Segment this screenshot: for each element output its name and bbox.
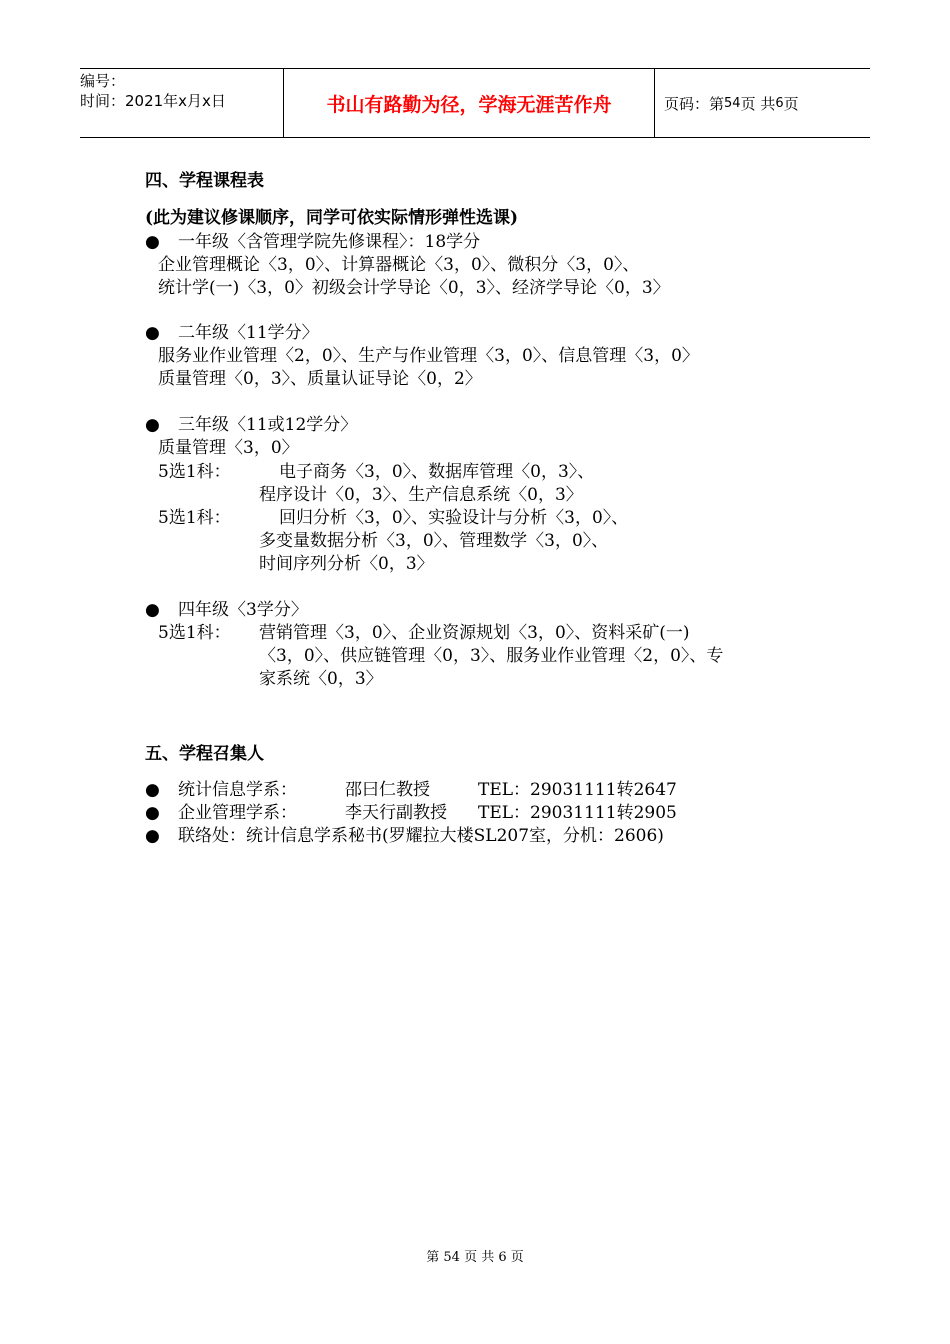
contact-tel: TEL：29031111转2647 <box>478 780 677 800</box>
page-footer <box>0 1246 950 1265</box>
year4-line3: 家系统〈0，3〉 <box>259 669 383 689</box>
header-motto: 书山有路勤为径，学海无涯苦作舟 <box>326 93 612 116</box>
year2-heading: 二年级〈11学分〉 <box>178 323 319 343</box>
contact-dept: 企业管理学系： <box>178 803 297 823</box>
year2-line1: 服务业作业管理〈2，0〉、生产与作业管理〈3，0〉、信息管理〈3，0〉 <box>158 346 699 366</box>
footer-suffix: 页 <box>510 1250 524 1265</box>
header-left-cell <box>80 69 283 137</box>
header-page-cell <box>655 69 870 137</box>
year3-group2-line1: 回归分析〈3，0〉、实验设计与分析〈3，0〉、 <box>279 508 629 528</box>
footer-page-number: 54 <box>443 1250 460 1265</box>
year3-elective-label-1: 5选1科： <box>158 462 231 482</box>
header-page-number: 54 <box>724 95 741 111</box>
bullet-icon: ● <box>145 415 160 435</box>
bullet-icon: ● <box>145 803 160 823</box>
contact-name: 李天行副教授 <box>345 803 447 823</box>
bullet-icon: ● <box>145 780 160 800</box>
footer-prefix: 第 <box>426 1250 440 1265</box>
footer-page-total: 6 <box>498 1250 507 1265</box>
bullet-icon: ● <box>145 323 160 343</box>
year1-heading: 一年级〈含管理学院先修课程〉：18学分 <box>178 232 481 252</box>
contact-dept: 统计信息学系： <box>178 780 297 800</box>
bullet-icon: ● <box>145 600 160 620</box>
year3-elective-label-2: 5选1科： <box>158 508 231 528</box>
year3-heading: 三年级〈11或12学分〉 <box>178 415 358 435</box>
contact-office: 联络处：统计信息学系秘书(罗耀拉大楼SL207室，分机：2606) <box>178 826 664 846</box>
year3-group1-line1: 电子商务〈3，0〉、数据库管理〈0，3〉、 <box>279 462 595 482</box>
header-page-prefix: 页码：第 <box>664 94 725 113</box>
year1-line1: 企业管理概论〈3，0〉、计算器概论〈3，0〉、微积分〈3，0〉、 <box>158 255 640 275</box>
header-motto-cell <box>283 69 655 137</box>
year3-group2-line3: 时间序列分析〈0，3〉 <box>259 554 434 574</box>
year1-line2: 统计学(一)〈3，0〉初级会计学导论〈0，3〉、经济学导论〈0，3〉 <box>158 278 670 298</box>
bullet-icon: ● <box>145 232 160 252</box>
section5-title: 五、学程召集人 <box>145 744 264 764</box>
header-page-suffix: 页 <box>783 94 799 113</box>
header-page-middle: 页 共 <box>740 94 776 113</box>
bullet-icon: ● <box>145 826 160 846</box>
footer-middle: 页 共 <box>464 1250 495 1265</box>
section4-title: 四、学程课程表 <box>145 171 264 191</box>
document-number-label: 编号： <box>80 72 126 90</box>
section4-note: (此为建议修课顺序，同学可依实际情形弹性选课) <box>145 208 519 228</box>
document-date-label: 时间：2021年x月x日 <box>80 92 226 110</box>
year3-group2-line2: 多变量数据分析〈3，0〉、管理数学〈3，0〉、 <box>259 531 609 551</box>
contact-tel: TEL：29031111转2905 <box>478 803 677 823</box>
year3-line1: 质量管理〈3，0〉 <box>158 438 299 458</box>
year4-line1: 营销管理〈3，0〉、企业资源规划〈3，0〉、资料采矿(一) <box>259 623 690 643</box>
year2-line2: 质量管理〈0，3〉、质量认证导论〈0，2〉 <box>158 369 482 389</box>
year3-group1-line2: 程序设计〈0，3〉、生产信息系统〈0，3〉 <box>259 485 583 505</box>
year4-elective-label: 5选1科： <box>158 623 231 643</box>
year4-line2: 〈3，0〉、供应链管理〈0，3〉、服务业作业管理〈2，0〉、专 <box>259 646 724 666</box>
header-page-total: 6 <box>775 95 784 111</box>
year4-heading: 四年级〈3学分〉 <box>178 600 308 620</box>
contact-name: 邵曰仁教授 <box>345 780 430 800</box>
page-header <box>80 68 870 138</box>
